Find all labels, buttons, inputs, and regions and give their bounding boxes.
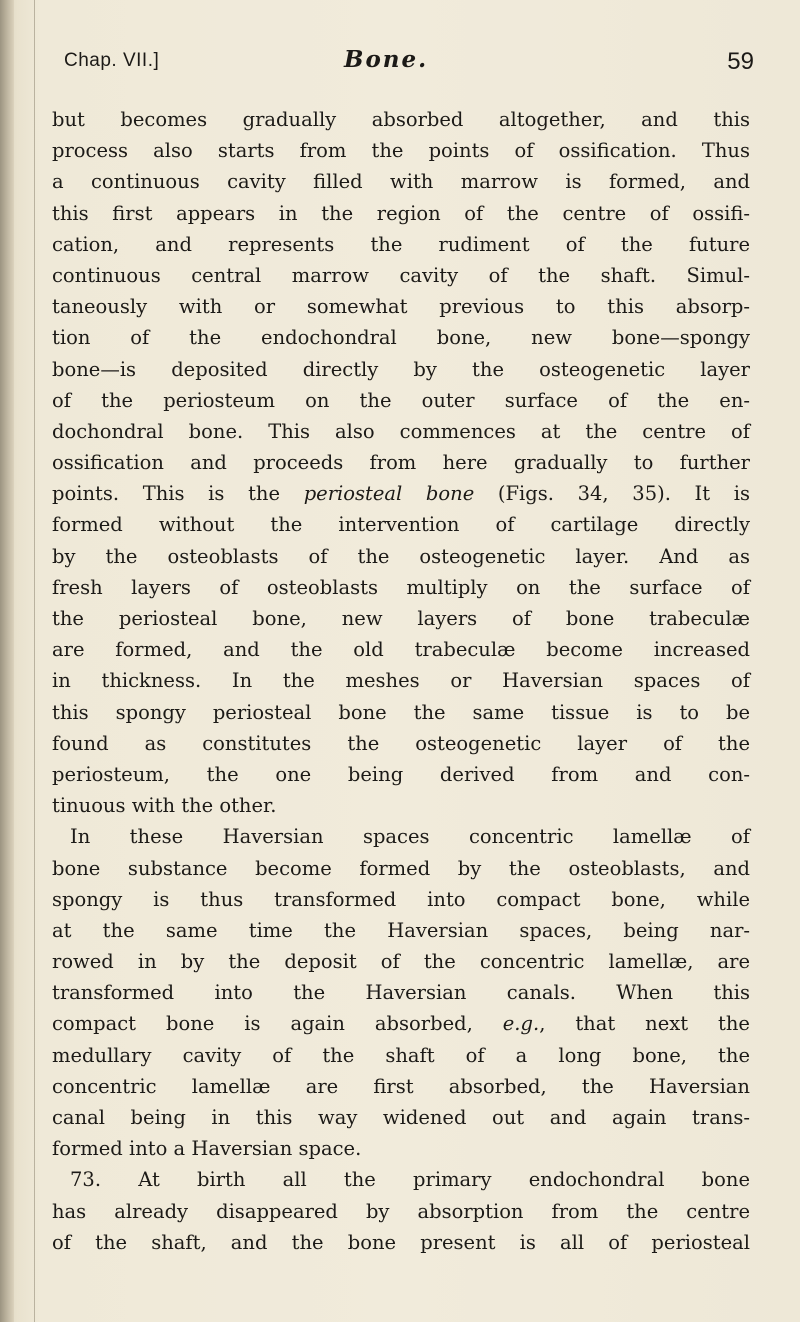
text-run: (Figs. 34, 35). It is xyxy=(474,482,750,506)
text-line: of the periosteum on the outer surface of the en- xyxy=(52,388,750,412)
body-text xyxy=(52,104,750,1258)
text-line: medullary cavity of the shaft of a long bone, the xyxy=(52,1043,750,1067)
section-73-start: 73. At birth all the primary endochondral bone xyxy=(70,1168,750,1192)
text-line: fresh layers of osteoblasts multiply on the surface of xyxy=(52,575,750,599)
text-line: this spongy periosteal bone the same tissue is to be xyxy=(52,700,750,724)
text-line: spongy is thus transformed into compact bone, while xyxy=(52,887,750,911)
running-header xyxy=(64,46,754,86)
text-line: bone substance become formed by the osteoblasts, and xyxy=(52,856,750,880)
text-line: periosteum, the one being derived from and con- xyxy=(52,762,750,786)
text-line: the periosteal bone, new layers of bone trabeculæ xyxy=(52,607,750,630)
text-line: concentric lamellæ are first absorbed, the Haversian xyxy=(52,1074,750,1098)
text-line: by the osteoblasts of the osteogenetic layer. And as xyxy=(52,544,750,568)
text-line: ossification and proceeds from here gradually to further xyxy=(52,451,750,475)
text-line: cation, and represents the rudiment of the future xyxy=(52,232,750,256)
italic-term: e.g. xyxy=(502,1012,540,1036)
text-line: transformed into the Haversian canals. When this xyxy=(52,981,750,1005)
text-line: process also starts from the points of ossification. Thus xyxy=(52,139,750,163)
italic-term: periosteal bone xyxy=(303,482,475,506)
text-line: found as constitutes the osteogenetic layer of the xyxy=(52,731,750,755)
text-line: canal being in this way widened out and again trans- xyxy=(52,1106,750,1129)
text-line: formed without the intervention of cartilage directly xyxy=(52,513,750,537)
text-line xyxy=(52,478,750,509)
page-number: 59 xyxy=(727,48,754,75)
text-run: , that next the xyxy=(539,1012,750,1036)
text-line: In these Haversian spaces concentric lamellæ of xyxy=(70,825,750,849)
book-gutter xyxy=(0,0,14,1322)
text-line: has already disappeared by absorption from the centre xyxy=(52,1199,750,1223)
text-line: continuous central marrow cavity of the shaft. Simul- xyxy=(52,263,750,287)
text-line: tinuous with the other. xyxy=(52,794,277,818)
text-line: of the shaft, and the bone present is all of periosteal xyxy=(52,1230,750,1254)
text-line: rowed in by the deposit of the concentric lamellæ, are xyxy=(52,950,750,974)
text-line: in thickness. In the meshes or Haversian spaces of xyxy=(52,669,750,693)
text-line: bone—is deposited directly by the osteogenetic layer xyxy=(52,357,750,381)
gutter-shadow-line xyxy=(34,0,35,1322)
text-line: at the same time the Haversian spaces, being nar- xyxy=(52,918,750,942)
running-title: Bone. xyxy=(344,46,429,73)
text-run: compact bone is again absorbed, xyxy=(52,1012,503,1036)
text-line: a continuous cavity filled with marrow is formed, and xyxy=(52,170,750,194)
text-line xyxy=(52,1008,750,1039)
text-line: this first appears in the region of the centre of ossifi- xyxy=(52,201,750,225)
text-line: tion of the endochondral bone, new bone—spongy xyxy=(52,326,750,350)
text-line: formed into a Haversian space. xyxy=(52,1137,362,1161)
text-line: but becomes gradually absorbed altogether, and this xyxy=(52,108,750,131)
text-line: are formed, and the old trabeculæ become increased xyxy=(52,638,750,662)
chapter-label: Chap. VII.] xyxy=(64,50,160,71)
text-run: points. This is the xyxy=(52,482,304,506)
text-line: dochondral bone. This also commences at the centre of xyxy=(52,419,750,443)
text-line: taneously with or somewhat previous to this absorp- xyxy=(52,295,750,319)
